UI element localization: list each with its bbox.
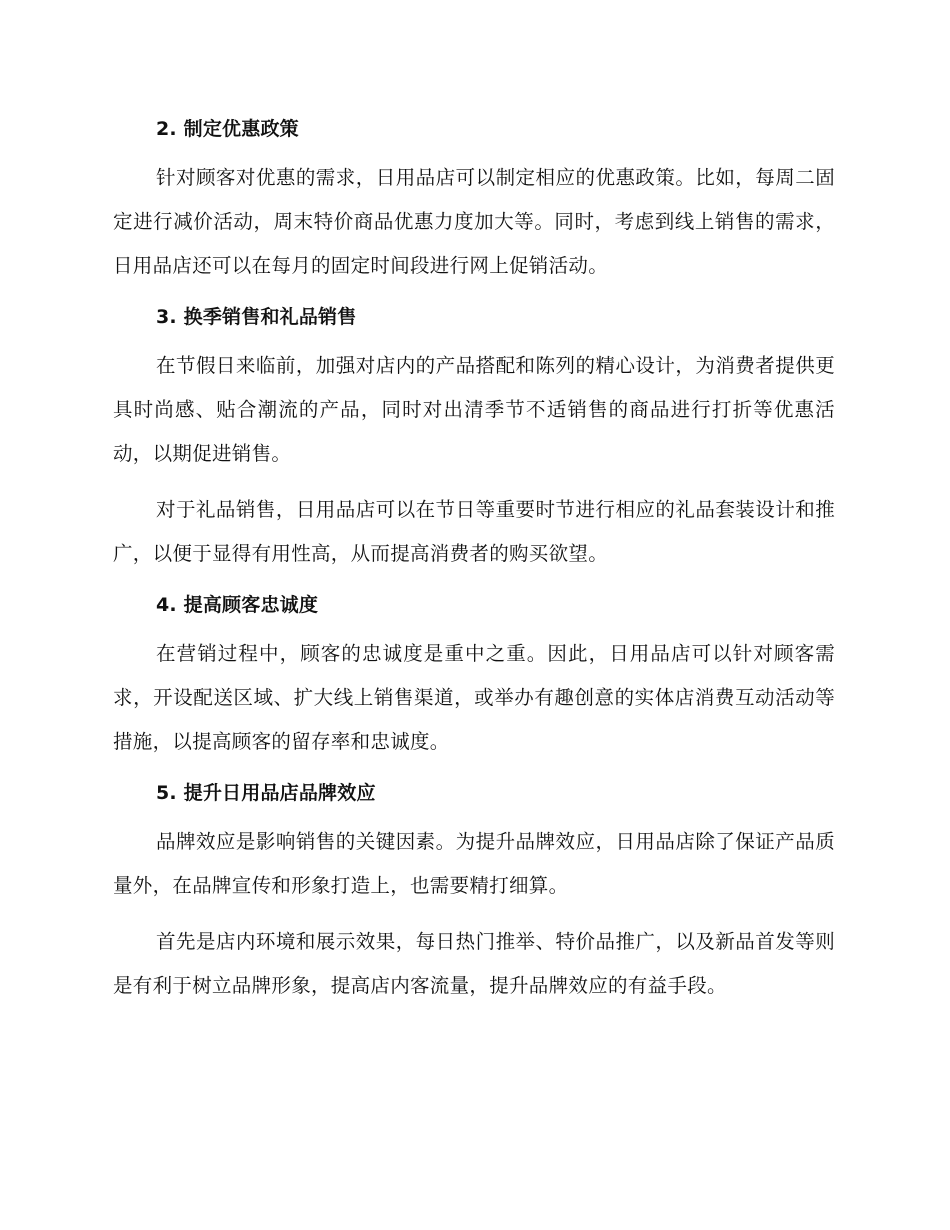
paragraph: 在营销过程中，顾客的忠诚度是重中之重。因此，日用品店可以针对顾客需求，开设配送区域、扩大线上销售渠道，或举办有趣创意的实体店消费互动活动等措施，以提高顾客的留存率和忠诚度。 (113, 642, 835, 753)
paragraph: 在节假日来临前，加强对店内的产品搭配和陈列的精心设计，为消费者提供更具时尚感、贴合潮流的产品，同时对出清季节不适销售的商品进行打折等优惠活动，以期促进销售。 (113, 354, 835, 465)
document-body (113, 112, 835, 1020)
section-heading: 3. 换季销售和礼品销售 (156, 306, 357, 328)
paragraph: 针对顾客对优惠的需求，日用品店可以制定相应的优惠政策。比如，每周二固定进行减价活动，周末特价商品优惠力度加大等。同时，考虑到线上销售的需求，日用品店还可以在每月的固定时间段进行网上促销活动。 (113, 166, 835, 277)
section-discount-policy (113, 112, 835, 288)
section-brand-effect (113, 776, 835, 1008)
section-customer-loyalty (113, 588, 835, 764)
paragraph: 品牌效应是影响销售的关键因素。为提升品牌效应，日用品店除了保证产品质量外，在品牌宣传和形象打造上，也需要精打细算。 (113, 830, 835, 897)
section-seasonal-gift-sales (113, 300, 835, 576)
section-heading: 2. 制定优惠政策 (156, 118, 299, 140)
paragraph: 对于礼品销售，日用品店可以在节日等重要时节进行相应的礼品套装设计和推广，以便于显得有用性高，从而提高消费者的购买欲望。 (113, 498, 835, 565)
section-heading: 5. 提升日用品店品牌效应 (156, 782, 376, 804)
paragraph: 首先是店内环境和展示效果，每日热门推举、特价品推广，以及新品首发等则是有利于树立品牌形象，提高店内客流量，提升品牌效应的有益手段。 (113, 930, 835, 997)
section-heading: 4. 提高顾客忠诚度 (156, 594, 319, 616)
